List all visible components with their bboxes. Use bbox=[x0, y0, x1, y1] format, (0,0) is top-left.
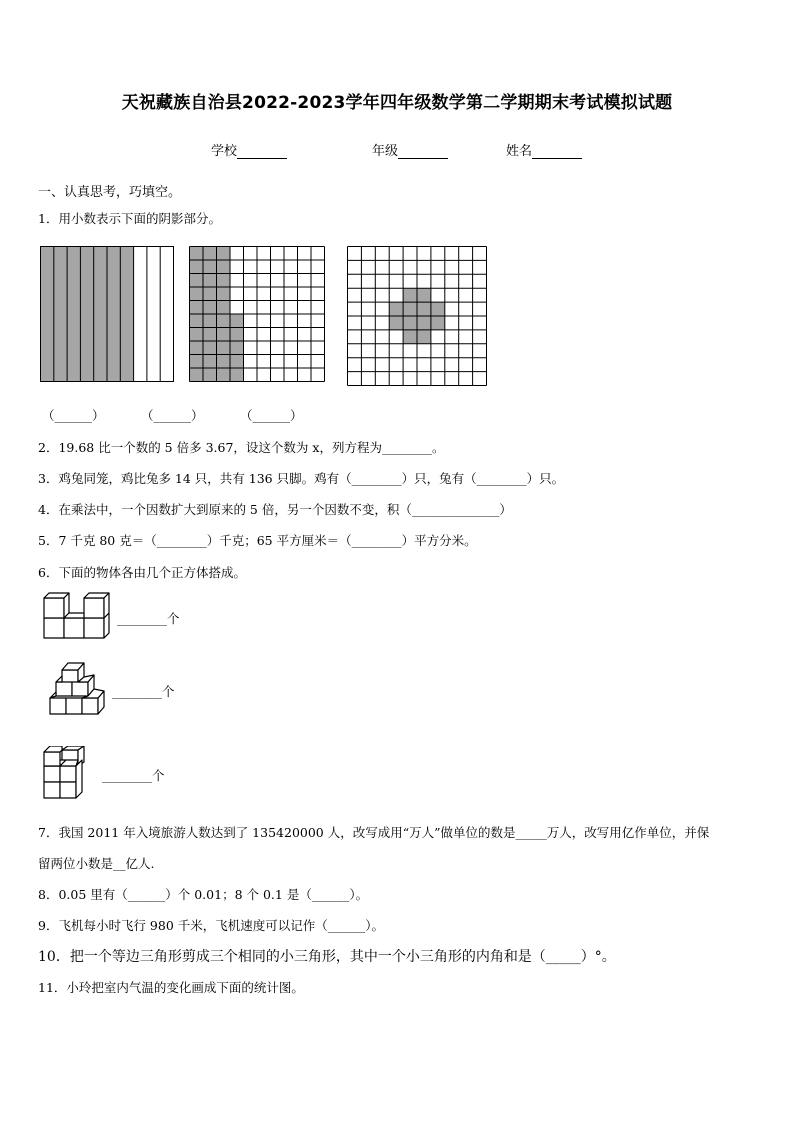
question-9: 9．飞机每小时飞行 980 千米，飞机速度可以记作（______）。 bbox=[38, 918, 385, 933]
question-1: 1．用小数表示下面的阴影部分。 bbox=[38, 211, 221, 226]
shaded-cell bbox=[217, 341, 231, 355]
shaded-cell bbox=[217, 247, 231, 261]
question-5: 5．7 千克 80 克＝（________）千克；65 平方厘米＝（________）平方分米。 bbox=[38, 533, 477, 548]
shaded-cell bbox=[217, 287, 231, 301]
shaded-cell bbox=[217, 274, 231, 288]
grade-field[interactable] bbox=[372, 140, 448, 159]
q6-blank-3[interactable]: ________个 bbox=[102, 768, 165, 783]
q1-blank-2[interactable]: （______） bbox=[141, 408, 204, 423]
shaded-cell bbox=[190, 301, 204, 315]
shaded-cell bbox=[217, 328, 231, 342]
question-4: 4．在乘法中，一个因数扩大到原来的 5 倍，另一个因数不变，积（______________） bbox=[38, 502, 512, 517]
q6-blank-1[interactable]: ________个 bbox=[117, 611, 180, 626]
shaded-cell bbox=[190, 287, 204, 301]
shaded-cell bbox=[389, 316, 403, 330]
shaded-cell bbox=[230, 341, 244, 355]
shaded-cell bbox=[190, 328, 204, 342]
shaded-cell bbox=[389, 302, 403, 316]
cube-figure-3 bbox=[42, 746, 98, 802]
shaded-cell bbox=[203, 287, 217, 301]
shaded-cell bbox=[203, 328, 217, 342]
q6-blank-2[interactable]: ________个 bbox=[112, 684, 175, 699]
shaded-cell bbox=[217, 355, 231, 369]
shaded-cell bbox=[217, 368, 231, 382]
shaded-cell bbox=[431, 302, 445, 316]
shaded-cell bbox=[203, 314, 217, 328]
shaded-cell bbox=[190, 355, 204, 369]
question-11: 11．小玲把室内气温的变化画成下面的统计图。 bbox=[38, 980, 304, 995]
name-field[interactable] bbox=[506, 140, 582, 159]
shaded-cell bbox=[403, 330, 417, 344]
shaded-cell bbox=[190, 247, 204, 261]
school-label: 学校 bbox=[211, 144, 238, 159]
shaded-cell bbox=[190, 314, 204, 328]
shaded-cell bbox=[203, 341, 217, 355]
shaded-cell bbox=[230, 314, 244, 328]
grade-line bbox=[398, 158, 448, 159]
shaded-cell bbox=[403, 316, 417, 330]
shaded-cell bbox=[190, 368, 204, 382]
name-line bbox=[532, 158, 582, 159]
shaded-cell bbox=[203, 247, 217, 261]
shaded-cell bbox=[203, 274, 217, 288]
question-6: 6．下面的物体各由几个正方体搭成。 bbox=[38, 565, 246, 580]
page-title: 天祝藏族自治县2022-2023学年四年级数学第二学期期末考试模拟试题 bbox=[121, 93, 673, 113]
q1-blank-1[interactable]: （______） bbox=[42, 408, 105, 423]
shaded-cell bbox=[431, 316, 445, 330]
shaded-cell bbox=[203, 355, 217, 369]
shaded-cell bbox=[403, 302, 417, 316]
cube-figure-1 bbox=[42, 592, 112, 640]
shaded-cell bbox=[190, 274, 204, 288]
shaded-cell bbox=[217, 301, 231, 315]
grid-figure-l-shape bbox=[189, 246, 325, 382]
strip-figure bbox=[40, 246, 174, 382]
school-field[interactable] bbox=[211, 140, 287, 159]
question-7-line-2: 留两位小数是__亿人. bbox=[38, 856, 155, 871]
grade-label: 年级 bbox=[372, 144, 399, 159]
shaded-cell bbox=[230, 328, 244, 342]
shaded-cell bbox=[417, 288, 431, 302]
shaded-cell bbox=[190, 260, 204, 274]
shaded-cell bbox=[230, 368, 244, 382]
q1-blank-3[interactable]: （______） bbox=[240, 408, 303, 423]
school-line bbox=[237, 158, 287, 159]
shaded-cell bbox=[417, 316, 431, 330]
question-8: 8．0.05 里有（______）个 0.01；8 个 0.1 是（______）。 bbox=[38, 887, 369, 902]
shaded-cell bbox=[203, 260, 217, 274]
shaded-cell bbox=[403, 288, 417, 302]
section-heading: 一、认真思考，巧填空。 bbox=[38, 185, 182, 200]
question-2: 2．19.68 比一个数的 5 倍多 3.67，设这个数为 x，列方程为________。 bbox=[38, 440, 445, 455]
shaded-cell bbox=[217, 314, 231, 328]
name-label: 姓名 bbox=[506, 144, 533, 159]
shaded-cell bbox=[230, 355, 244, 369]
shaded-cell bbox=[217, 260, 231, 274]
shaded-cell bbox=[203, 368, 217, 382]
shaded-cell bbox=[190, 341, 204, 355]
cube-figure-2 bbox=[46, 660, 108, 718]
shaded-cell bbox=[203, 301, 217, 315]
question-3: 3．鸡兔同笼，鸡比兔多 14 只，共有 136 只脚。鸡有（________）只，兔有（________）只。 bbox=[38, 471, 565, 486]
question-10: 10．把一个等边三角形剪成三个相同的小三角形，其中一个小三角形的内角和是（_____）°。 bbox=[38, 949, 616, 965]
shaded-cell bbox=[417, 302, 431, 316]
shaded-cell bbox=[417, 330, 431, 344]
question-7-line-1: 7．我国 2011 年入境旅游人数达到了 135420000 人，改写成用“万人”做单位的数是_____万人，改写用亿作单位，并保 bbox=[38, 825, 710, 840]
grid-figure-cross-shape bbox=[347, 246, 487, 386]
